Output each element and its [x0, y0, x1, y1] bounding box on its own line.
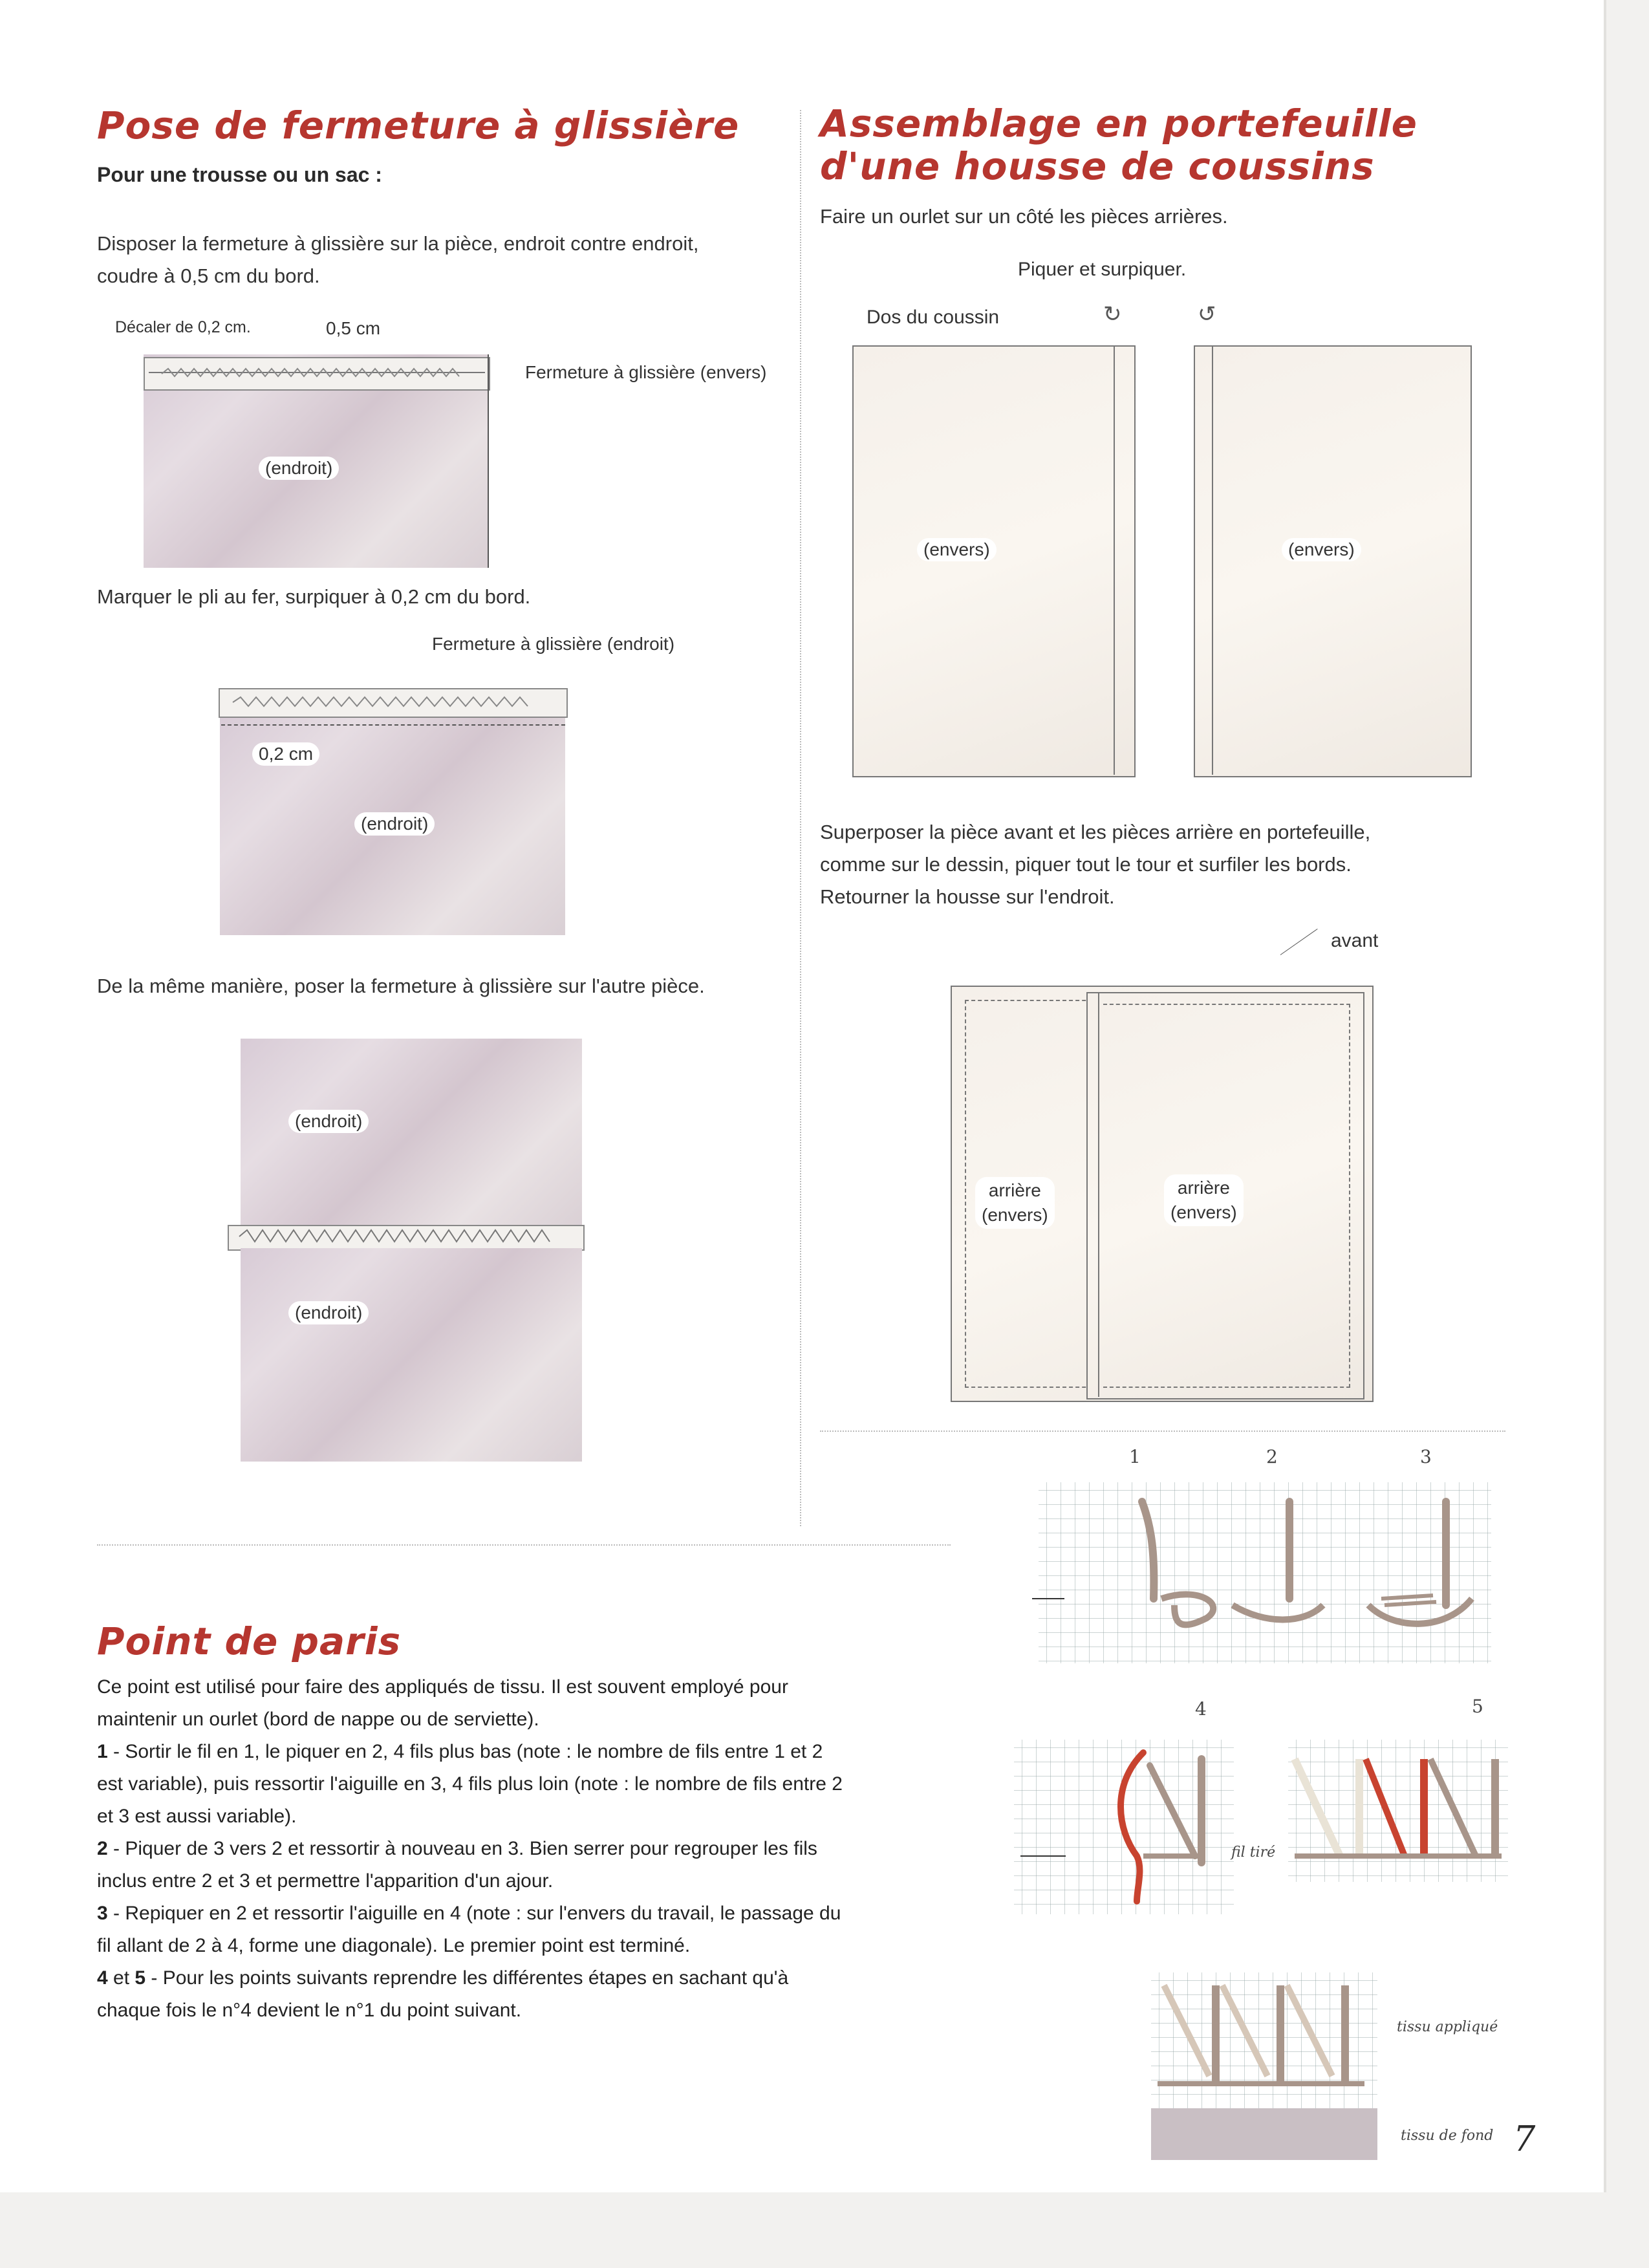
page-number: 7: [1513, 2119, 1536, 2159]
fabric-top: [241, 1039, 582, 1233]
avant-leader: [1280, 929, 1318, 955]
cushion-title-line1: Assemblage en portefeuille: [820, 102, 1417, 146]
label-02cm: 0,2 cm: [252, 742, 319, 766]
fold-arrow-icon: ↺: [1198, 302, 1216, 327]
fig-number: 4: [1195, 1698, 1207, 1720]
zipper-teeth-3: [233, 1226, 576, 1247]
zipper-subtitle: Pour une trousse ou un sac :: [97, 163, 382, 186]
section-divider: [820, 1431, 1505, 1432]
step-number: 2: [97, 1838, 108, 1859]
step-text: - Sortir le fil en 1, le piquer en 2, 4 fils plus bas (note : le nombre de fils entre 1 et 2: [107, 1741, 823, 1762]
cushion-step2: [820, 816, 1370, 913]
stitch-line: [221, 724, 565, 726]
hem-left: [1114, 345, 1136, 775]
cushion-step1: Faire un ourlet sur un côté les pièces arrières.: [820, 205, 1228, 228]
paris-step2-a: [97, 1833, 964, 1865]
column-divider: [800, 110, 801, 1526]
paris-step3-b: fil allant de 2 à 4, forme une diagonale). Le premier point est terminé.: [97, 1935, 691, 1956]
label-envers-left: (envers): [917, 538, 997, 561]
step-text: - Pour les points suivants reprendre les différentes étapes en sachant qu'à: [146, 1967, 789, 1989]
cushion-step2-line3: Retourner la housse sur l'endroit.: [820, 885, 1115, 908]
label-arriere: arrière: [988, 1180, 1041, 1200]
zipper-teeth-2: [226, 692, 550, 711]
cushion-step2-line2: comme sur le dessin, piquer tout le tour et surfiler les bords.: [820, 853, 1352, 876]
label-endroit: (endroit): [259, 457, 339, 480]
fig-number: 2: [1266, 1446, 1278, 1467]
paris-step1-b: est variable), puis ressortir l'aiguille en 3, 4 fils plus loin (note : le nombre de fils entre 2: [97, 1773, 843, 1795]
paris-step45-a: [97, 1962, 964, 1994]
label-fil-tire: fil tiré: [1231, 1844, 1276, 1861]
step-number: 5: [135, 1967, 146, 1989]
label-envers: (envers): [982, 1205, 1048, 1225]
label-zip-front: Fermeture à glissière (endroit): [432, 634, 675, 654]
label-arriere: arrière: [1177, 1178, 1230, 1198]
label-envers: (envers): [1170, 1202, 1237, 1222]
label-arriere-left: [975, 1177, 1055, 1229]
paris-step1-c: et 3 est aussi variable).: [97, 1806, 297, 1827]
paris-step1-a: [97, 1736, 964, 1768]
zipper-step3: De la même manière, poser la fermeture à glissière sur l'autre pièce.: [97, 975, 705, 997]
step-text: et: [107, 1967, 135, 1989]
label-envers-right: (envers): [1282, 538, 1361, 561]
cushion-step2-line1: Superposer la pièce avant et les pièces arrière en portefeuille,: [820, 821, 1371, 843]
fig-number: 1: [1129, 1446, 1141, 1467]
fig-number: 5: [1472, 1696, 1483, 1717]
label-arriere-right: [1164, 1174, 1244, 1226]
fold-arrow-icon: ↻: [1103, 302, 1122, 327]
label-avant: avant: [1331, 930, 1379, 951]
zipper-step1-line2: coudre à 0,5 cm du bord.: [97, 265, 320, 287]
stitch-figure-applied: [1145, 1966, 1384, 2166]
step-number: 4: [97, 1967, 108, 1989]
label-shift: Décaler de 0,2 cm.: [115, 318, 251, 336]
cushion-title-line2: d'une housse de coussins: [820, 144, 1375, 188]
paris-step2-b: inclus entre 2 et 3 et permettre l'apparition d'un ajour.: [97, 1870, 554, 1892]
paris-line1: Ce point est utilisé pour faire des appliqués de tissu. Il est souvent employé pour: [97, 1676, 788, 1698]
fabric-bottom: [241, 1248, 582, 1462]
paris-text: [97, 1671, 964, 2027]
zipper-teeth: [149, 362, 485, 383]
hem-right: [1194, 345, 1213, 775]
paris-title: Point de paris: [97, 1619, 402, 1663]
label-zip-back: Fermeture à glissière (envers): [525, 362, 767, 382]
stitch-figure-5: [1282, 1733, 1514, 1888]
stitch-figure-1-3: [1032, 1476, 1498, 1670]
step-text: - Repiquer en 2 et ressortir l'aiguille en 4 (note : sur l'envers du travail, le passage du: [107, 1903, 841, 1924]
overlap-hem: [1086, 992, 1099, 1397]
section-divider: [97, 1544, 951, 1546]
edge-line: [488, 354, 489, 568]
label-endroit-3: (endroit): [288, 1110, 369, 1133]
paris-line2: maintenir un ourlet (bord de nappe ou de serviette).: [97, 1709, 539, 1730]
label-endroit-4: (endroit): [288, 1301, 369, 1324]
back-piece-right: [1194, 345, 1472, 777]
paris-step45-b: chaque fois le n°4 devient le n°1 du point suivant.: [97, 2000, 522, 2021]
label-tissu-fond: tissu de fond: [1401, 2128, 1494, 2144]
back-piece-left: [852, 345, 1136, 777]
label-05cm: 0,5 cm: [326, 318, 381, 338]
zipper-step1-line1: Disposer la fermeture à glissière sur la pièce, endroit contre endroit,: [97, 232, 699, 255]
zipper-title: Pose de fermeture à glissière: [97, 103, 740, 147]
step-number: 3: [97, 1903, 108, 1924]
step-number: 1: [97, 1741, 108, 1762]
zipper-step2: Marquer le pli au fer, surpiquer à 0,2 cm du bord.: [97, 585, 531, 608]
step-text: - Piquer de 3 vers 2 et ressortir à nouveau en 3. Bien serrer pour regrouper les fils: [107, 1838, 817, 1859]
fig-number: 3: [1420, 1446, 1432, 1467]
label-stitch: Piquer et surpiquer.: [1018, 259, 1187, 280]
stitch-figure-4: [1008, 1733, 1240, 1927]
cushion-title: [820, 102, 1417, 188]
zipper-step1: [97, 228, 795, 292]
label-tissu-applique: tissu appliqué: [1397, 2019, 1498, 2035]
paris-step3-a: [97, 1897, 964, 1930]
label-endroit-2: (endroit): [354, 812, 435, 836]
label-back: Dos du coussin: [867, 307, 1000, 328]
